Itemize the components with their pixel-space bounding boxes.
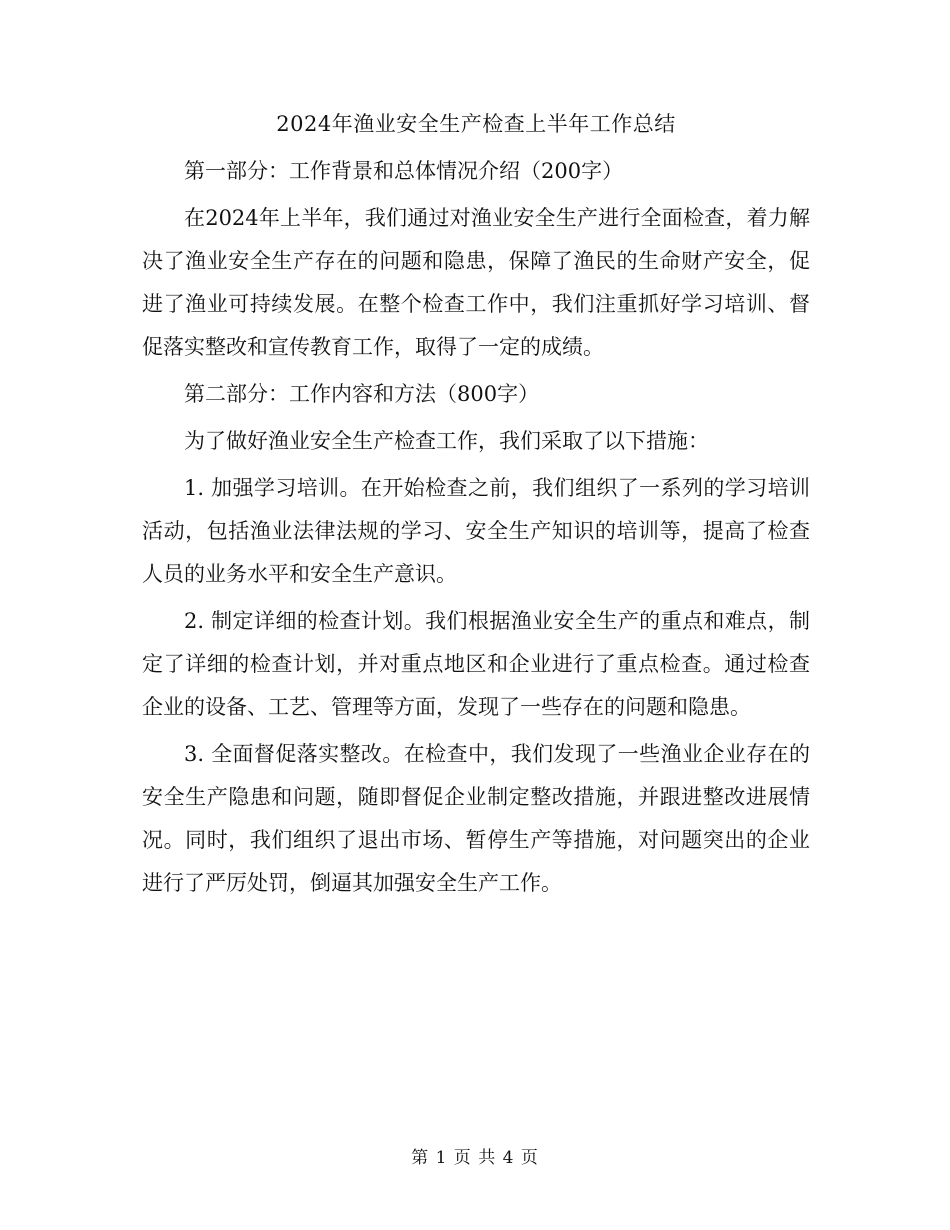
list-item-rectification: 3. 全面督促落实整改。在检查中，我们发现了一些渔业企业存在的安全生产隐患和问题，随即督促企业制定整改措施，并跟进整改进展情况。同时，我们组织了退出市场、暂停生产等措施，对问题突出的企业进行了严厉处罚，倒逼其加强安全生产工作。 — [142, 742, 810, 895]
section-heading-part-one: 第一部分：工作背景和总体情况介绍（200字） — [184, 159, 624, 183]
paragraph-measures-intro: 为了做好渔业安全生产检查工作，我们采取了以下措施： — [184, 429, 709, 453]
list-item-training: 1. 加强学习培训。在开始检查之前，我们组织了一系列的学习培训活动，包括渔业法律法规的学习、安全生产知识的培训等，提高了检查人员的业务水平和安全生产意识。 — [142, 476, 810, 586]
paragraph-background: 在2024年上半年，我们通过对渔业安全生产进行全面检查，着力解决了渔业安全生产存在的问题和隐患，保障了渔民的生命财产安全，促进了渔业可持续发展。在整个检查工作中，我们注重抓好学习培训、督促落实整改和宣传教育工作，取得了一定的成绩。 — [142, 206, 810, 359]
document-body — [142, 104, 810, 909]
page-number-footer: 第 1 页 共 4 页 — [411, 1148, 539, 1168]
list-item-inspection-plan: 2. 制定详细的检查计划。我们根据渔业安全生产的重点和难点，制定了详细的检查计划，并对重点地区和企业进行了重点检查。通过检查企业的设备、工艺、管理等方面，发现了一些存在的问题和隐患。 — [142, 609, 810, 719]
document-title: 2024年渔业安全生产检查上半年工作总结 — [276, 112, 676, 136]
section-heading-part-two: 第二部分：工作内容和方法（800字） — [184, 382, 540, 406]
